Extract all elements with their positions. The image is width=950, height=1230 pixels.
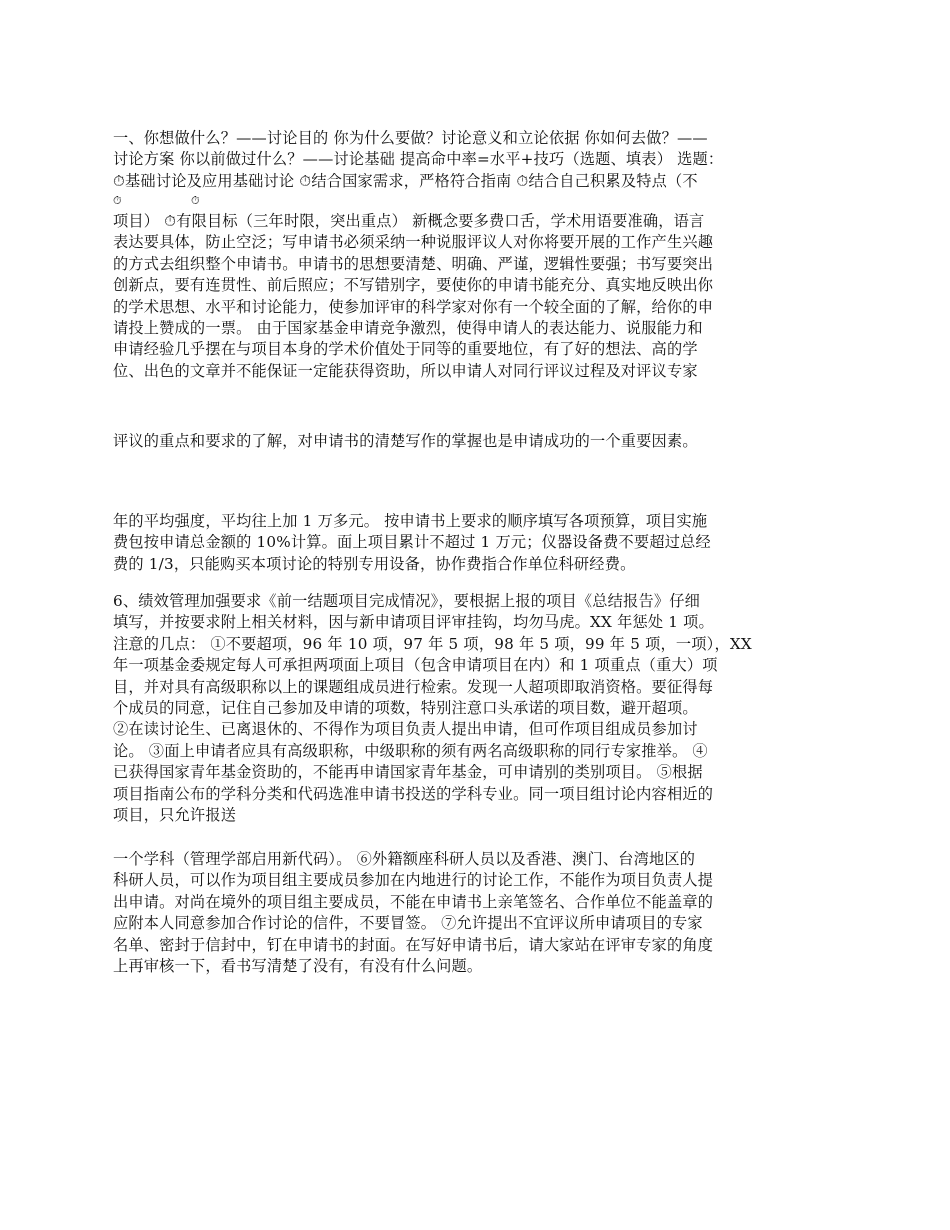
- clock-icon: ⏱: [113, 194, 122, 207]
- text-line: 6、绩效管理加强要求《前一结题项目完成情况》，要根据上报的项目《总结报告》仔细: [113, 592, 700, 610]
- text-line: 年一项基金委规定每人可承担两项面上项目（包含申请项目在内）和 1 项重点（重大）项: [113, 656, 718, 675]
- paragraph-review-focus: [113, 431, 840, 452]
- text-line: 应附本人同意参加合作讨论的信件，不要冒签。 ⑦允许提出不宜评议所申请项目的专家: [113, 914, 703, 933]
- text-line: 个成员的同意，记住自己参加及申请的项数，特别注意口头承诺的项目数，避开超项。: [113, 699, 698, 718]
- text-line: 科研人员，可以作为项目组主要成员参加在内地进行的讨论工作，不能作为项目负责人提: [113, 871, 714, 890]
- paragraph-performance-management: [113, 591, 840, 826]
- text-line: 注意的几点： ①不要超项，96 年 10 项，97 年 5 项，98 年 5 项，99 年 5 项，一项），XX: [113, 634, 752, 653]
- text-line: 年的平均强度，平均往上加 1 万多元。 按申请书上要求的顺序填写各项预算，项目实施: [113, 512, 708, 530]
- text-line: 的学术思想、水平和讨论能力，使参加评审的科学家对你有一个较全面的了解，给你的申: [113, 297, 714, 316]
- text-line: 费包按申请总金额的 10%计算。面上项目累计不超过 1 万元；仪器设备费不要超过总经: [113, 533, 711, 552]
- text-line: 项目，只允许报送: [113, 806, 237, 825]
- clock-icon: ⏱: [191, 194, 200, 207]
- text-line: 请投上赞成的一票。 由于国家基金申请竞争激烈，使得申请人的表达能力、说服能力和: [113, 319, 703, 338]
- text-line: 上再审核一下，看书写清楚了没有，有没有什么问题。: [113, 957, 483, 976]
- text-line: 一、你想做什么？——讨论目的 你为什么要做？讨论意义和立论依据 你如何去做？——: [113, 129, 708, 147]
- text-line: 费的 1/3，只能购买本项讨论的特别专用设备，协作费指合作单位科研经费。: [113, 554, 636, 573]
- text-line: 的方式去组织整个申请书。申请书的思想要清楚、明确、严谨，逻辑性要强；书写要突出: [113, 254, 714, 273]
- text-line: 一个学科（管理学部启用新代码）。 ⑥外籍额座科研人员以及香港、澳门、台湾地区的: [113, 850, 696, 868]
- text-line: ⏱基础讨论及应用基础讨论 ⏱结合国家需求，严格符合指南 ⏱结合自己积累及特点（不: [113, 171, 698, 190]
- text-line: 位、出色的文章并不能保证一定能获得资助，所以申请人对同行评议过程及对评议专家: [113, 361, 698, 380]
- paragraph-subject-and-members: [113, 849, 840, 977]
- text-line: 申请经验几乎摆在与项目本身的学术价值处于同等的重要地位，有了好的想法、高的学: [113, 340, 698, 359]
- paragraph-budget: [113, 511, 840, 575]
- stray-marks-row: [113, 193, 840, 209]
- text-line: ②在读讨论生、已离退休的、不得作为项目负责人提出申请，但可作项目组成员参加讨: [113, 720, 698, 739]
- text-line: 填写，并按要求附上相关材料，因与新申请项目评审挂钩，均勿马虎。XX 年惩处 1 项。: [113, 613, 714, 632]
- text-line: 项目） ⏱有限目标（三年时限，突出重点） 新概念要多费口舌，学术用语要准确，语言: [113, 212, 705, 230]
- text-line: 讨论方案 你以前做过什么？——讨论基础 提高命中率=水平+技巧（选题、填表） 选题：: [113, 150, 724, 169]
- text-line: 目，并对具有高级职称以上的课题组成员进行检索。发现一人超项即取消资格。要征得每: [113, 677, 714, 696]
- text-line: 已获得国家青年基金资助的，不能再申请国家青年基金，可申请别的类别项目。 ⑤根据: [113, 763, 703, 782]
- text-line: 评议的重点和要求的了解，对申请书的清楚写作的掌握也是申请成功的一个重要因素。: [113, 432, 698, 450]
- text-line: 名单、密封于信封中，钉在申请书的封面。在写好申请书后，请大家站在评审专家的角度: [113, 935, 714, 954]
- text-line: 创新点，要有连贯性、前后照应；不写错别字，要使你的申请书能充分、真实地反映出你: [113, 276, 714, 295]
- text-line: 表达要具体，防止空泛；写申请书必须采纳一种说服评议人对你将要开展的工作产生兴趣: [113, 233, 714, 252]
- text-line: 论。 ③面上申请者应具有高级职称，中级职称的须有两名高级职称的同行专家推举。 ④: [113, 741, 708, 760]
- paragraph-selection-questions: [113, 128, 840, 192]
- paragraph-writing-advice: [113, 211, 840, 382]
- text-line: 出申请。对尚在境外的项目组主要成员，不能在申请书上亲笔签名、合作单位不能盖章的: [113, 892, 714, 911]
- text-line: 项目指南公布的学科分类和代码选准申请书投送的学科专业。同一项目组讨论内容相近的: [113, 784, 714, 803]
